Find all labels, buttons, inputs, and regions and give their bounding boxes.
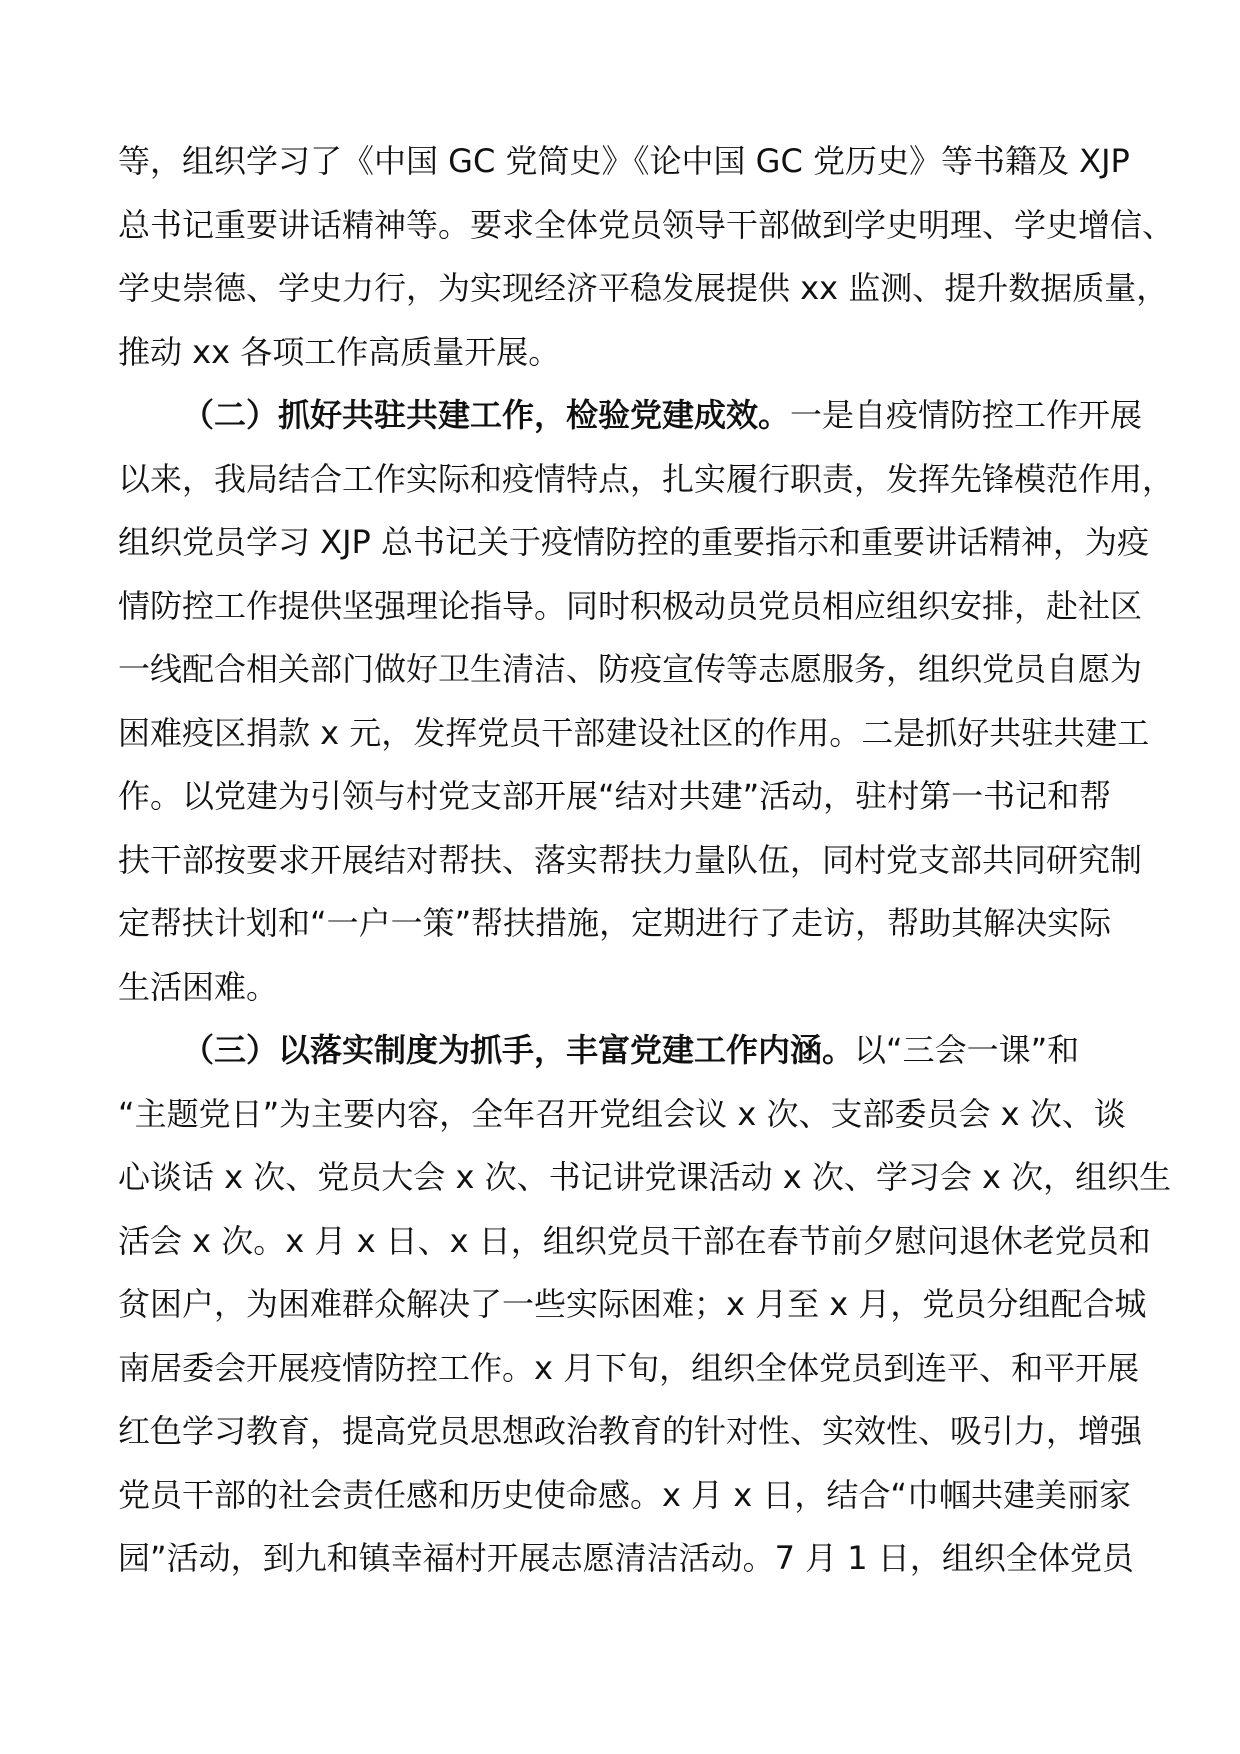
text-line: 心谈话 x 次、党员大会 x 次、书记讲党课活动 x 次、学习会 x 次，组织生 bbox=[118, 1158, 1172, 1196]
text-line: “主题党日”为主要内容，全年召开党组会议 x 次、支部委员会 x 次、谈 bbox=[118, 1094, 1126, 1133]
text-run: 以“三会一课”和 bbox=[854, 1031, 1080, 1069]
text-line: 南居委会开展疫情防控工作。x 月下旬，组织全体党员到连平、和平开展 bbox=[118, 1348, 1140, 1387]
text-line bbox=[118, 1019, 1138, 1083]
text-line: 贫困户，为困难群众解决了一些实际困难；x 月至 x 月，党员分组配合城 bbox=[118, 1285, 1147, 1323]
paragraph-continuation bbox=[118, 130, 1175, 384]
text-line: 总书记重要讲话精神等。要求全体党员领导干部做到学史明理、学史增信、 bbox=[118, 205, 1175, 244]
text-line: 一线配合相关部门做好卫生清洁、防疫宣传等志愿服务，组织党员自愿为 bbox=[118, 650, 1143, 688]
text-line: 学史崇德、学史力行，为实现经济平稳发展提供 xx 监测、提升数据质量， bbox=[118, 269, 1169, 307]
text-line: 扶干部按要求开展结对帮扶、落实帮扶力量队伍，同村党支部共同研究制 bbox=[118, 840, 1143, 879]
text-line: 以来，我局结合工作实际和疫情特点，扎实履行职责，发挥先锋模范作用， bbox=[118, 459, 1175, 498]
text-line: 情防控工作提供坚强理论指导。同时积极动员党员相应组织安排，赴社区 bbox=[118, 586, 1143, 625]
paragraph-section-3 bbox=[118, 1019, 1172, 1591]
text-line: 推动 xx 各项工作高质量开展。 bbox=[118, 332, 561, 371]
paragraph-section-2 bbox=[118, 384, 1175, 1019]
text-line: 等，组织学习了《中国 GC 党简史》《论中国 GC 党历史》等书籍及 XJP bbox=[118, 142, 1130, 180]
text-line: 组织党员学习 XJP 总书记关于疫情防控的重要指示和重要讲话精神，为疫 bbox=[118, 523, 1150, 561]
document-body bbox=[118, 130, 1175, 1591]
text-line bbox=[118, 384, 1143, 448]
section-heading: （三）以落实制度为抓手，丰富党建工作内涵。 bbox=[182, 1031, 855, 1069]
text-line: 定帮扶计划和“一户一策”帮扶措施，定期进行了走访，帮助其解决实际 bbox=[118, 904, 1112, 942]
text-line: 活会 x 次。x 月 x 日、x 日，组织党员干部在春节前夕慰问退休老党员和 bbox=[118, 1221, 1151, 1260]
text-line: 红色学习教育，提高党员思想政治教育的针对性、实效性、吸引力，增强 bbox=[118, 1412, 1143, 1450]
text-line: 生活困难。 bbox=[118, 967, 279, 1006]
section-heading: （二）抓好共驻共建工作，检验党建成效。 bbox=[182, 396, 791, 434]
text-line: 作。以党建为引领与村党支部开展“结对共建”活动，驻村第一书记和帮 bbox=[118, 777, 1112, 815]
text-line: 园”活动，到九和镇幸福村开展志愿清洁活动。7 月 1 日，组织全体党员 bbox=[118, 1539, 1134, 1577]
text-run: 一是自疫情防控工作开展 bbox=[790, 396, 1143, 434]
text-line: 党员干部的社会责任感和历史使命感。x 月 x 日，结合“巾帼共建美丽家 bbox=[118, 1475, 1131, 1514]
text-line: 困难疫区捐款 x 元，发挥党员干部建设社区的作用。二是抓好共驻共建工 bbox=[118, 713, 1150, 752]
